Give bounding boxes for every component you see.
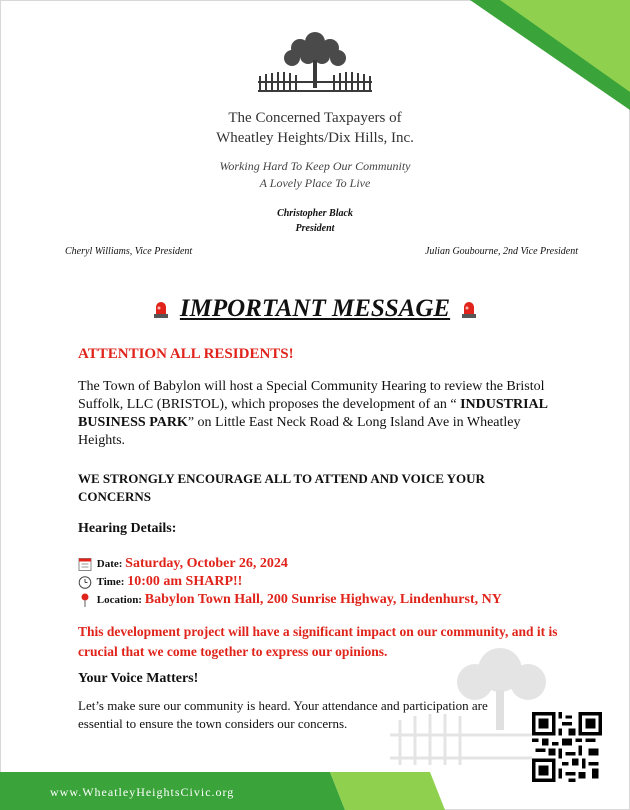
intro-bold: INDUSTRIAL BUSINESS PARK [78,397,548,430]
president-name: Christopher Black [277,208,353,219]
headline-text: IMPORTANT MESSAGE [179,295,451,322]
corner-decoration [460,0,630,110]
headline [0,295,630,323]
location-value: Babylon Town Hall, 200 Sunrise Highway, Lindenhurst, NY [144,592,502,607]
siren-icon [460,299,478,319]
time-label: Time: [96,576,125,588]
intro-paragraph [78,378,548,450]
slogan-line1: Working Hard To Keep Our Community [219,159,411,173]
date-row [78,556,288,572]
organization-name [190,108,440,148]
vice-president: Cheryl Williams, Vice President [65,246,193,257]
details-heading: Hearing Details: [78,521,177,536]
closing-paragraph: Let’s make sure our community is heard. Your attendance and participation are essential to ensure the town considers our concerns. [78,698,488,731]
impact-statement: This development project will have a significant impact on our community, and it is crucial that we come together to express our opinions. [78,624,558,659]
intro-text-1: The Town of Babylon will host a Special Community Hearing to review the Bristol Suffolk, LLC (BRISTOL), which proposes the development of an “ [78,379,545,412]
siren-icon [152,299,170,319]
calendar-icon [78,557,92,571]
organization-name-line2: Wheatley Heights/Dix Hills, Inc. [216,130,414,146]
encourage-text: WE STRONGLY ENCOURAGE ALL TO ATTEND AND VOICE YOUR CONCERNS [78,471,485,504]
time-row [78,574,242,590]
location-label: Location: [96,594,142,606]
location-row [78,592,502,608]
attention-heading: ATTENTION ALL RESIDENTS! [78,346,294,362]
date-value: Saturday, October 26, 2024 [125,556,288,571]
intro-text-2: ” on Little East Neck Road & Long Island Ave in Wheatley Heights. [78,415,521,448]
clock-icon [78,576,92,589]
time-value: 10:00 am SHARP!! [127,574,243,589]
president-title: President [295,223,335,234]
organization-name-line1: The Concerned Taxpayers of [228,110,402,126]
voice-heading: Your Voice Matters! [78,671,199,686]
pin-icon [78,593,92,607]
slogan [190,158,440,192]
second-vice-president: Julian Goubourne, 2nd Vice President [424,246,578,257]
date-label: Date: [96,558,123,570]
slogan-line2: A Lovely Place To Live [259,176,371,190]
footer-website-link[interactable]: www.WheatleyHeightsCivic.org [50,785,235,799]
